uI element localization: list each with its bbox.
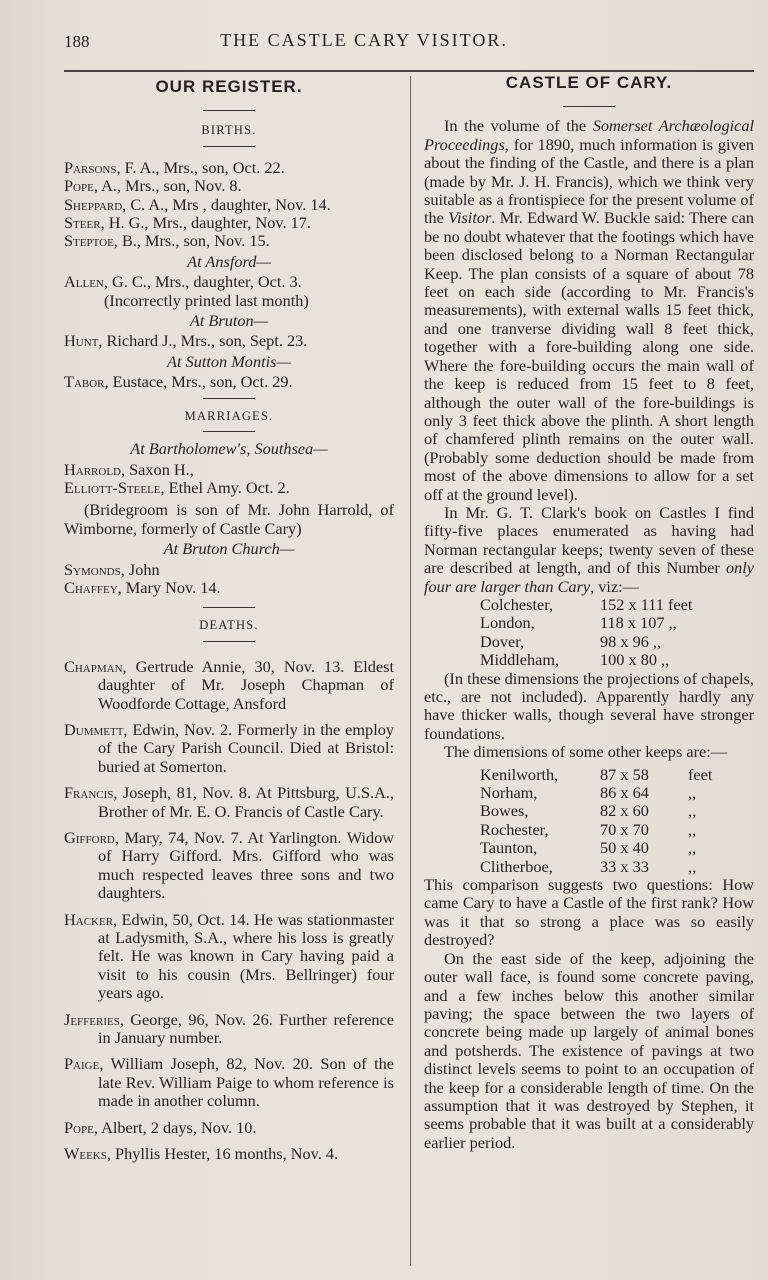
marriage-entry: Elliott-Steele, Ethel Amy. Oct. 2. [64,477,290,497]
article-paragraph: On the east side of the keep, adjoining the outer wall face, is found some concrete paving, and a few inches below this another similar paving; the space between the two layers of concrete being made up largely of animal bones and potsherds. The existence of pavings at two distinct levels seems to point to an occupation of the keep for a considerable length of time. On the assumption that it was destroyed by Stephen, it seems probable that it was built at a considerably earlier period. [424,948,754,1152]
short-rule [563,106,615,107]
death-entry: Dummett, Edwin, Nov. 2. Formerly in the employ of the Cary Parish Council. Died at Bristol: buried at Somerton. [64,719,394,776]
deaths-heading: DEATHS. [199,618,259,633]
castle-title: CASTLE OF CARY. [505,73,673,92]
place-heading: At Bartholomew's, Southsea— [130,439,328,459]
table-row: Bowes, 82 x 60 ,, [480,801,697,821]
table-row: Kenilworth, 87 x 58 feet [480,764,713,784]
register-title: OUR REGISTER. [155,77,303,96]
table-row: London, 118 x 107 ,, [480,613,677,633]
other-keeps-table [480,766,712,876]
birth-entry: Allen, G. C., Mrs., daughter, Oct. 3. [64,272,302,292]
death-entry: Hacker, Edwin, 50, Oct. 14. He was stationmaster at Ladysmith, S.A., where his loss is greatly felt. He was known in Cary having paid a visit to his cousin (Mrs. Bellringer) four years ago. [64,909,394,1003]
article-paragraph: The dimensions of some other keeps are:— [444,742,728,762]
short-rule [203,398,255,399]
death-entry: Francis, Joseph, 81, Nov. 8. At Pittsburg, U.S.A., Brother of Mr. E. O. Francis of Castle Cary. [64,783,394,821]
birth-entry: Tabor, Eustace, Mrs., son, Oct. 29. [64,372,293,392]
table-row: Dover, 98 x 96 ,, [480,631,662,651]
death-entry: Jefferies, George, 96, Nov. 26. Further reference in January number. [64,1009,394,1048]
birth-entry: Steer, H. G., Mrs., daughter, Nov. 17. [64,213,311,233]
header-rule [64,70,754,72]
article-paragraph: This comparison suggests two questions: How came Cary to have a Castle of the first rank? How was it that so strong a place was so easily destroyed? [424,875,754,950]
short-rule [203,431,255,432]
birth-entry: Pope, A., Mrs., son, Nov. 8. [64,176,242,196]
marriages-heading: MARRIAGES. [184,408,274,423]
table-row: Rochester, 70 x 70 ,, [480,819,697,839]
table-row: Middleham, 100 x 80 ,, [480,650,670,670]
marriage-entry: Symonds, John [64,559,160,579]
birth-note: (Incorrectly printed last month) [104,290,309,310]
place-heading: At Bruton Church— [163,539,295,559]
article-paragraph: In the volume of the Somerset Archæological Proceedings, for 1890, much information is given about the finding of the Castle, and there is a plan (made by Mr. J. H. Francis), which we think very suitable as a frontispiece for the present volume of the Visitor. Mr. Edward W. Buckle said: There can be no doubt whatever that the footings which have been disclosed belong to a Norman Rectangular Keep. The plan consists of a square of about 78 feet on each side (according to Mr. Francis's measurements), with external walls 15 feet thick, and one tranverse dividing wall 8 feet thick, together with a fore-building along one side. Where the fore-building occurs the main wall of the keep is reduced from 15 feet to 8 feet, although the outer wall of the fore-buildings is only 3 feet thick above the plinth. A short length of chamfered plinth remains on the outer wall. (Probably some deduction should be made from most of the above dimensions to allow for a set off at the ground level). [424,116,755,504]
column-divider [410,76,411,1266]
birth-entry: Sheppard, C. A., Mrs , daughter, Nov. 14. [64,194,331,214]
place-heading: At Sutton Montis— [167,351,291,371]
place-heading: At Ansford— [187,251,271,271]
birth-entry: Steptoe, B., Mrs., son, Nov. 15. [64,231,270,251]
castle-article-column [424,74,754,1152]
death-entry: Gifford, Mary, 74, Nov. 7. At Yarlington. Widow of Harry Gifford. Mrs. Gifford who was much respected leaves three sons and two daughters. [64,828,394,903]
death-entry: Pope, Albert, 2 days, Nov. 10. [64,1117,257,1137]
short-rule [203,607,255,608]
marriage-entry: Chaffey, Mary Nov. 14. [64,577,221,597]
death-entry: Chapman, Gertrude Annie, 30, Nov. 13. Eldest daughter of Mr. Joseph Chapman of Woodforde Cottage, Ansford [64,656,394,713]
short-rule [203,641,255,642]
running-title: THE CASTLE CARY VISITOR. [220,30,508,50]
death-entry: Weeks, Phyllis Hester, 16 months, Nov. 4. [64,1144,339,1164]
register-column [64,78,394,1172]
births-heading: BIRTHS. [201,123,257,138]
death-entry: Paige, William Joseph, 82, Nov. 20. Son of the late Rev. William Paige to whom reference is made in another column. [64,1054,394,1111]
short-rule [203,110,255,111]
place-heading: At Bruton— [189,311,269,331]
table-row: Clitherboe, 33 x 33 ,, [480,856,697,876]
birth-entry: Parsons, F. A., Mrs., son, Oct. 22. [64,157,285,177]
page-header [64,28,754,58]
article-paragraph: (In these dimensions the projections of chapels, etc., are not included). Apparently hardly any have thicker walls, though several have stronger foundations. [424,668,754,743]
short-rule [203,146,255,147]
marriage-note: (Bridegroom is son of Mr. John Harrold, of Wimborne, formerly of Castle Cary) [64,500,394,538]
page-number: 188 [64,32,90,51]
marriage-entry: Harrold, Saxon H., [64,459,194,479]
birth-entry: Hunt, Richard J., Mrs., son, Sept. 23. [64,331,308,351]
article-paragraph: In Mr. G. T. Clark's book on Castles I find fifty-five places enumerated as having had Norman rectangular keeps; twenty seven of these are described at length, and of this Number only four are larger than Cary, viz:— [424,502,754,596]
table-row: Norham, 86 x 64 ,, [480,783,697,803]
table-row: Taunton, 50 x 40 ,, [480,838,697,858]
larger-keeps-table [480,596,692,670]
table-row: Colchester, 152 x 111 feet [480,594,693,614]
